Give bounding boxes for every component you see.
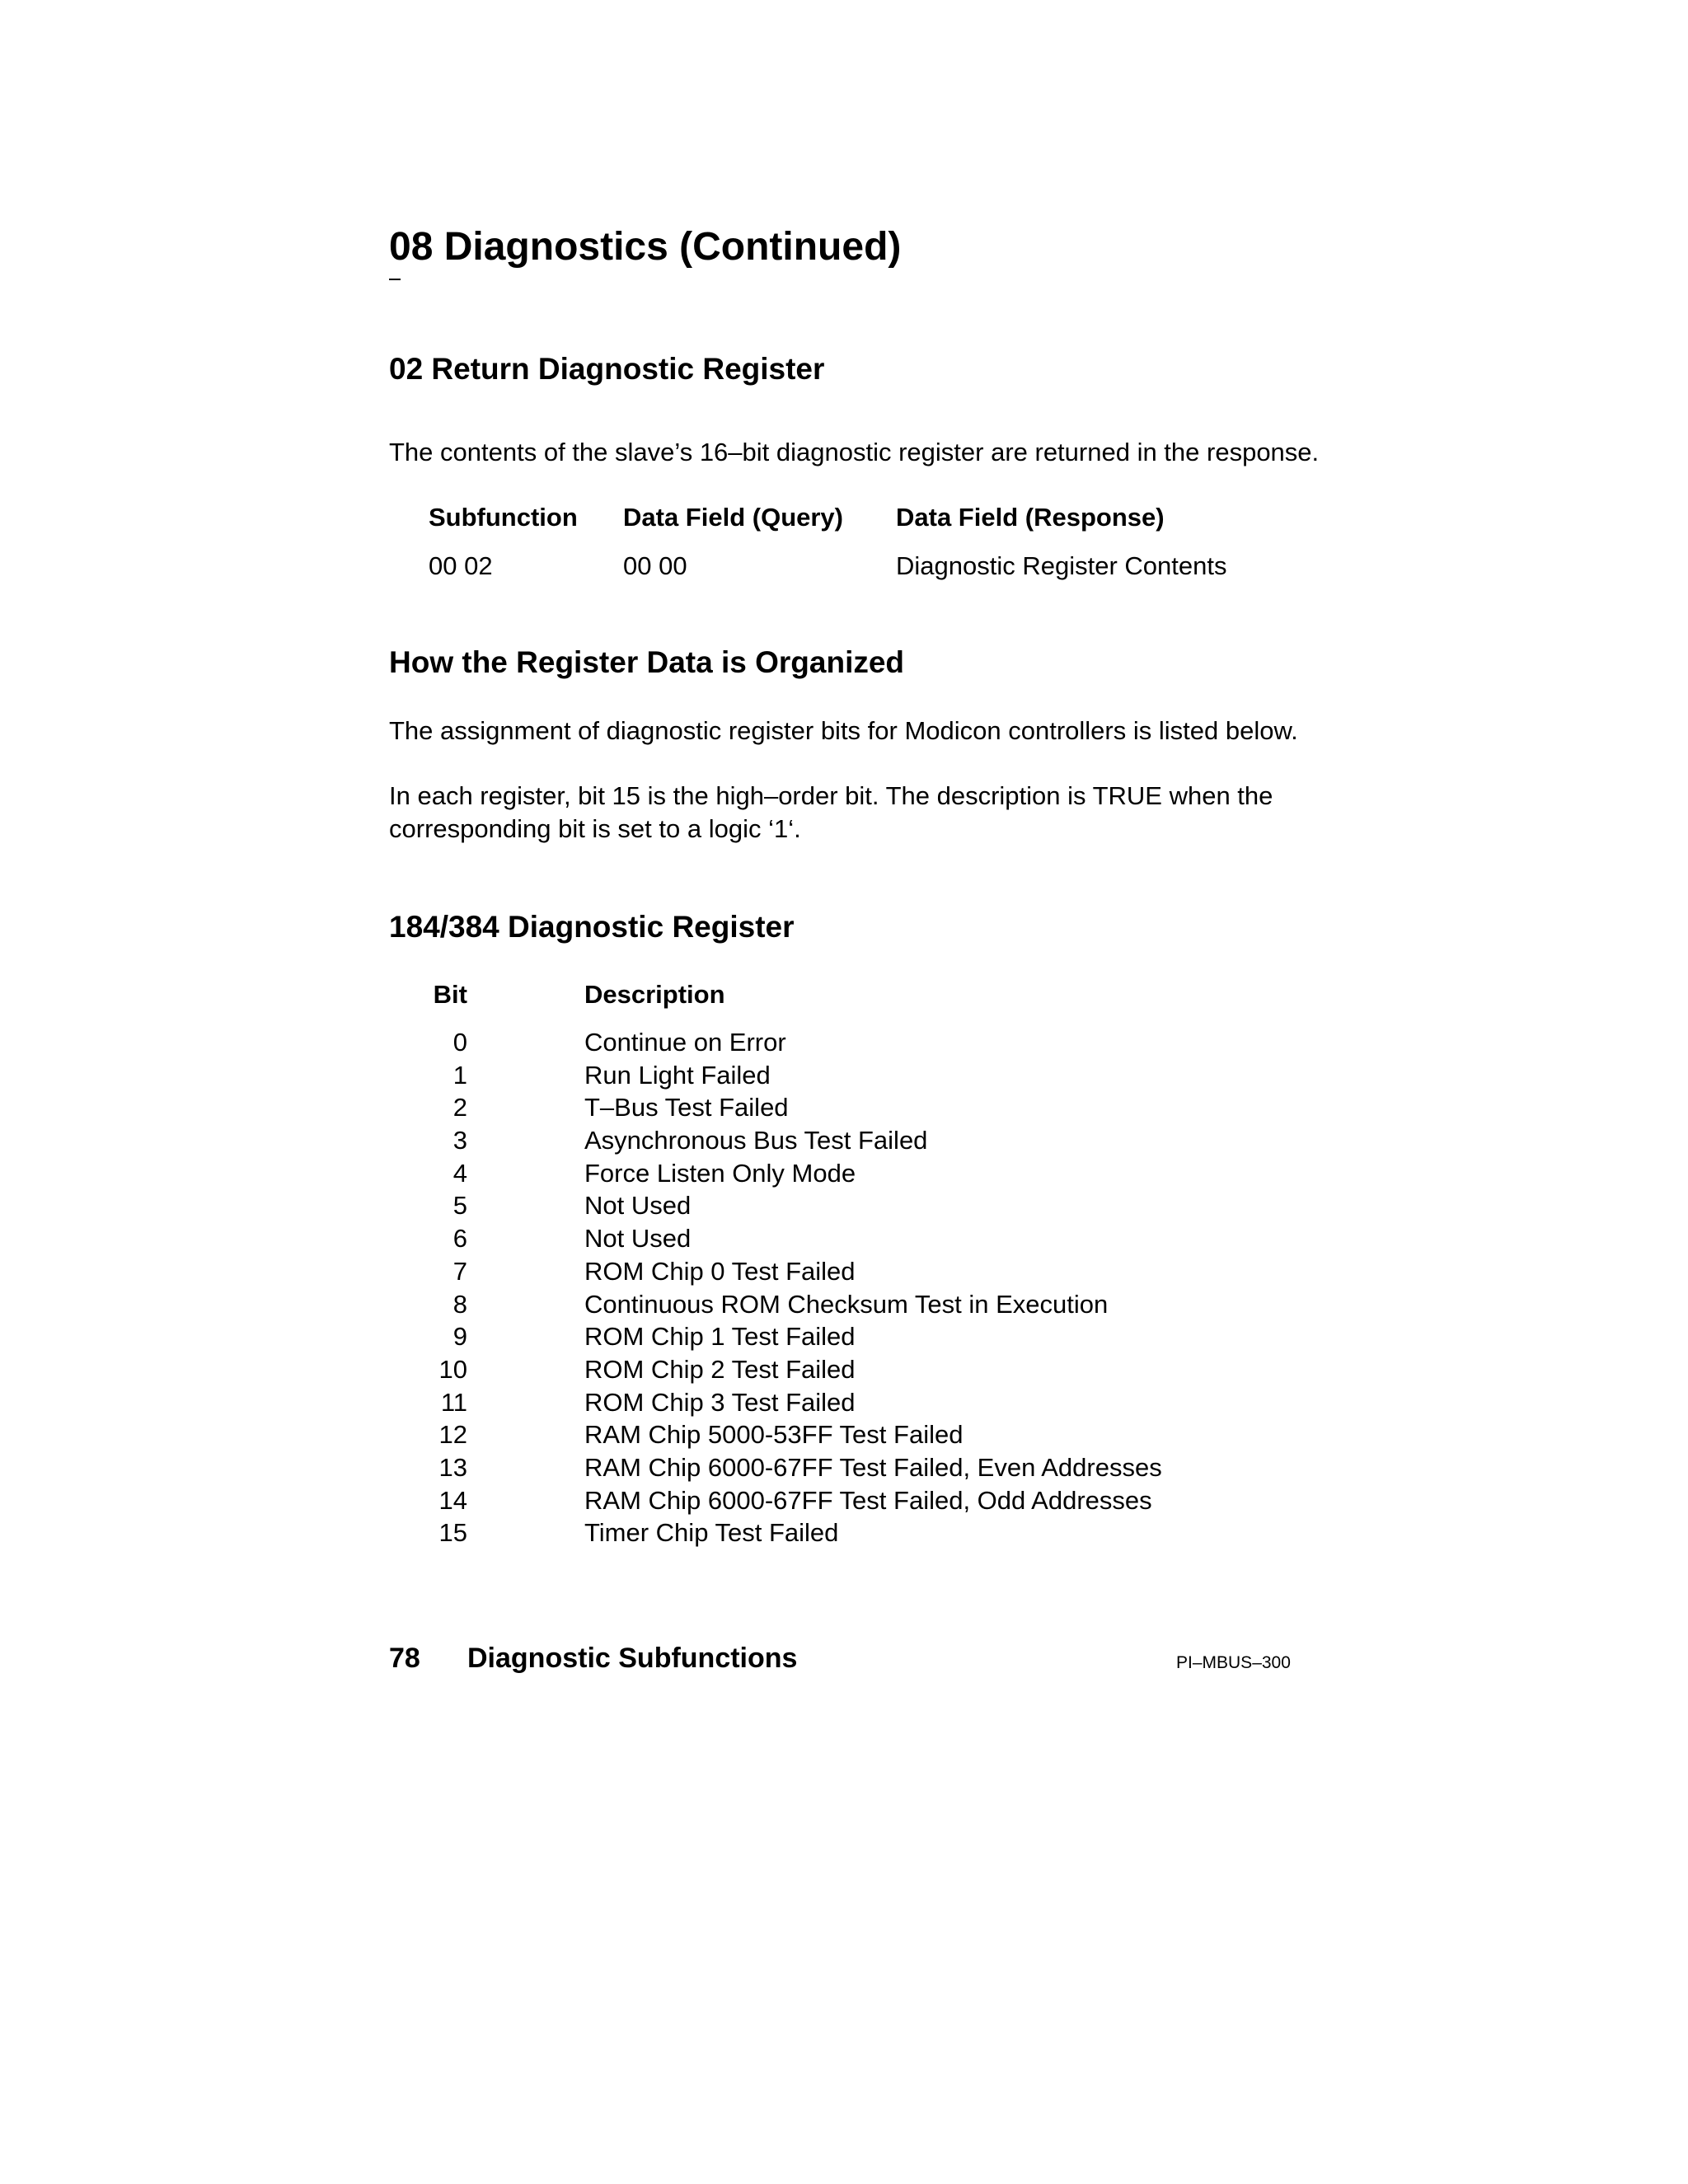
- bit-description: Not Used: [584, 1224, 692, 1254]
- bit-description: RAM Chip 6000-67FF Test Failed, Odd Addresses: [584, 1485, 1152, 1515]
- bit-description: Run Light Failed: [584, 1060, 771, 1090]
- bit-description: Not Used: [584, 1191, 692, 1221]
- table-header-response: Data Field (Response): [896, 503, 1165, 532]
- bit-row: [412, 1353, 1236, 1386]
- bit-number: 8: [452, 1289, 467, 1319]
- bit-row: [412, 1091, 1236, 1124]
- bit-number: 5: [452, 1191, 467, 1221]
- bit-row: [412, 1418, 1236, 1451]
- bit-description: Force Listen Only Mode: [584, 1158, 856, 1188]
- bit-number: 0: [452, 1028, 467, 1057]
- bit-description: ROM Chip 0 Test Failed: [584, 1256, 856, 1286]
- footer-document-code: PI–MBUS–300: [1176, 1653, 1291, 1672]
- table-cell-subfunction: 00 02: [429, 551, 493, 580]
- bit-number: 15: [438, 1518, 467, 1548]
- bit-row: [412, 1516, 1236, 1549]
- bit-number: 7: [452, 1256, 467, 1286]
- section-intro: The contents of the slave’s 16–bit diagnostic register are returned in the response.: [389, 438, 1320, 466]
- bit-row: [412, 1026, 1236, 1059]
- bit-description: Asynchronous Bus Test Failed: [584, 1126, 928, 1155]
- bit-number: 6: [452, 1224, 467, 1254]
- bit-row: [412, 1222, 1236, 1255]
- bit-row: [412, 1059, 1236, 1092]
- bit-row: [412, 1451, 1236, 1484]
- bit-number: 12: [438, 1420, 467, 1450]
- bit-number: 3: [452, 1126, 467, 1155]
- bit-description: ROM Chip 3 Test Failed: [584, 1387, 856, 1417]
- organization-paragraph-1: The assignment of diagnostic register bits for Modicon controllers is listed below.: [389, 716, 1298, 745]
- bit-number: 1: [452, 1060, 467, 1090]
- table-header-query: Data Field (Query): [623, 503, 843, 532]
- bit-column-header: Bit: [433, 980, 467, 1009]
- bit-row: [412, 1189, 1236, 1222]
- table-header-subfunction: Subfunction: [429, 503, 578, 532]
- title-underline-mark: [389, 279, 401, 280]
- bit-row: [412, 1484, 1236, 1517]
- bit-number: 14: [438, 1485, 467, 1515]
- bit-description: T–Bus Test Failed: [584, 1093, 789, 1122]
- bit-row: [412, 1288, 1236, 1321]
- bit-list: [412, 1026, 1236, 1549]
- bit-description: Timer Chip Test Failed: [584, 1518, 839, 1548]
- bit-number: 2: [452, 1093, 467, 1122]
- bit-number: 10: [438, 1354, 467, 1384]
- table-cell-query: 00 00: [623, 551, 687, 580]
- bit-row: [412, 1255, 1236, 1288]
- organization-heading: How the Register Data is Organized: [389, 645, 905, 679]
- page-title: 08 Diagnostics (Continued): [389, 225, 902, 269]
- bit-row: [412, 1157, 1236, 1190]
- register-heading: 184/384 Diagnostic Register: [389, 910, 795, 944]
- bit-number: 11: [440, 1387, 467, 1417]
- organization-paragraph-2: In each register, bit 15 is the high–order bit. The description is TRUE when the corresponding bit is set to a logic ‘1‘.: [389, 781, 1273, 843]
- section-heading: 02 Return Diagnostic Register: [389, 352, 825, 386]
- bit-description: ROM Chip 1 Test Failed: [584, 1322, 856, 1352]
- bit-description: ROM Chip 2 Test Failed: [584, 1354, 856, 1384]
- bit-description: Continue on Error: [584, 1028, 786, 1057]
- bit-description: RAM Chip 5000-53FF Test Failed: [584, 1420, 964, 1450]
- bit-description: RAM Chip 6000-67FF Test Failed, Even Addresses: [584, 1452, 1162, 1482]
- description-column-header: Description: [584, 980, 725, 1009]
- footer-page-number: 78: [389, 1643, 420, 1674]
- bit-number: 13: [438, 1452, 467, 1482]
- bit-row: [412, 1386, 1236, 1419]
- bit-number: 4: [452, 1158, 467, 1188]
- footer-chapter-title: Diagnostic Subfunctions: [467, 1643, 798, 1674]
- table-cell-response: Diagnostic Register Contents: [896, 551, 1227, 580]
- bit-number: 9: [452, 1322, 467, 1352]
- bit-row: [412, 1320, 1236, 1353]
- bit-description: Continuous ROM Checksum Test in Execution: [584, 1289, 1109, 1319]
- bit-row: [412, 1124, 1236, 1157]
